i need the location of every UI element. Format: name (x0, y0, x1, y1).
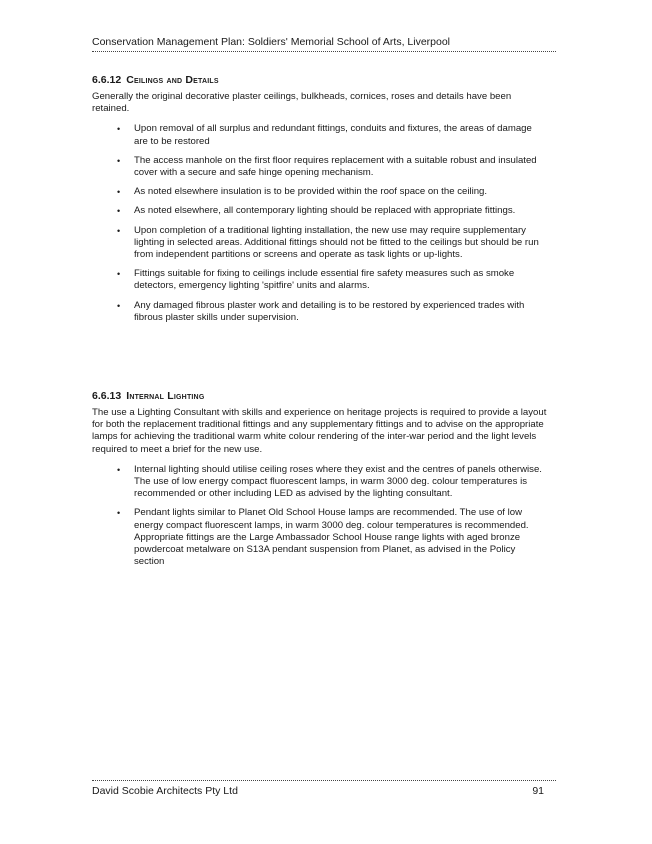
bullet-list (92, 464, 548, 569)
section-number: 6.6.13 (92, 390, 122, 402)
section-title: Ceilings and Details (126, 74, 219, 86)
bullet-icon: • (117, 464, 121, 475)
running-header (92, 36, 556, 52)
list-item (92, 268, 548, 292)
page-number: 91 (532, 785, 544, 797)
list-item-text: Fittings suitable for fixing to ceilings include essential fire safety measures such as smoke detectors, emergency lighting 'spitfire' units and alarms. (134, 268, 515, 292)
section-internal-lighting (92, 390, 548, 575)
list-item-text: The access manhole on the first floor requires replacement with a suitable robust and insulated cover with a secure and safe hinge opening mechanism. (134, 154, 537, 179)
bullet-icon: • (117, 155, 121, 166)
list-item (92, 300, 548, 324)
list-item (92, 155, 548, 179)
footer-company: David Scobie Architects Pty Ltd (92, 785, 238, 797)
section-heading (92, 390, 548, 403)
list-item-text: Any damaged fibrous plaster work and detailing is to be restored by experienced trades with fibrous plaster skills under supervision. (134, 299, 525, 323)
list-item-text: Upon completion of a traditional lighting installation, the new use may require supplementary lighting in selected areas. Additional fittings should not be fitted to the ceilings but should be run from independent partitions or screens and operate as task lights or up-lights. (134, 224, 539, 261)
list-item-text: Pendant lights similar to Planet Old School House lamps are recommended. The use of low energy compact fluorescent lamps, in warm 3000 deg. colour temperatures is recommended. Appropriate fittings are the Large Ambassador School House range lights with aged bronze powdercoat metalware on S13A pendant suspension from Planet, as advised in the Policy section (134, 507, 529, 568)
section-title: Internal Lighting (126, 390, 205, 402)
bullet-icon: • (117, 508, 121, 519)
running-footer (92, 780, 556, 798)
bullet-icon: • (117, 225, 121, 236)
list-item (92, 205, 548, 217)
bullet-icon: • (117, 124, 121, 135)
bullet-icon: • (117, 187, 121, 198)
bullet-icon: • (117, 300, 121, 311)
bullet-icon: • (117, 206, 121, 217)
list-item-text: Upon removal of all surplus and redundant fittings, conduits and fixtures, the areas of damage are to be restored (134, 123, 532, 147)
header-title: Conservation Management Plan: Soldiers' Memorial School of Arts, Liverpool (92, 36, 451, 48)
list-item (92, 464, 548, 501)
list-item-text: As noted elsewhere insulation is to be provided within the roof space on the ceiling. (134, 186, 488, 198)
bullet-list (92, 123, 548, 324)
section-intro: Generally the original decorative plaster ceilings, bulkheads, cornices, roses and details have been retained. (92, 91, 512, 115)
section-number: 6.6.12 (92, 74, 122, 86)
list-item (92, 507, 548, 568)
list-item-text: As noted elsewhere, all contemporary lighting should be replaced with appropriate fittings. (134, 205, 516, 217)
list-item (92, 123, 548, 147)
bullet-icon: • (117, 269, 121, 280)
section-intro: The use a Lighting Consultant with skills and experience on heritage projects is required to provide a layout for both the replacement traditional fittings and any supplementary fittings and to advise on the appropriate lamps for achieving the traditional warm white colour rendering of the inter-war period and the light levels required to meet a brief for the new use. (92, 407, 547, 455)
list-item-text: Internal lighting should utilise ceiling roses where they exist and the centres of panels otherwise. The use of low energy compact fluorescent lamps, in warm 3000 deg. colour temperatures is recommended or other including LED as advised by the lighting consultant. (134, 463, 542, 500)
section-heading (92, 74, 548, 87)
list-item (92, 225, 548, 262)
section-ceilings-and-details (92, 74, 548, 331)
list-item (92, 186, 548, 198)
